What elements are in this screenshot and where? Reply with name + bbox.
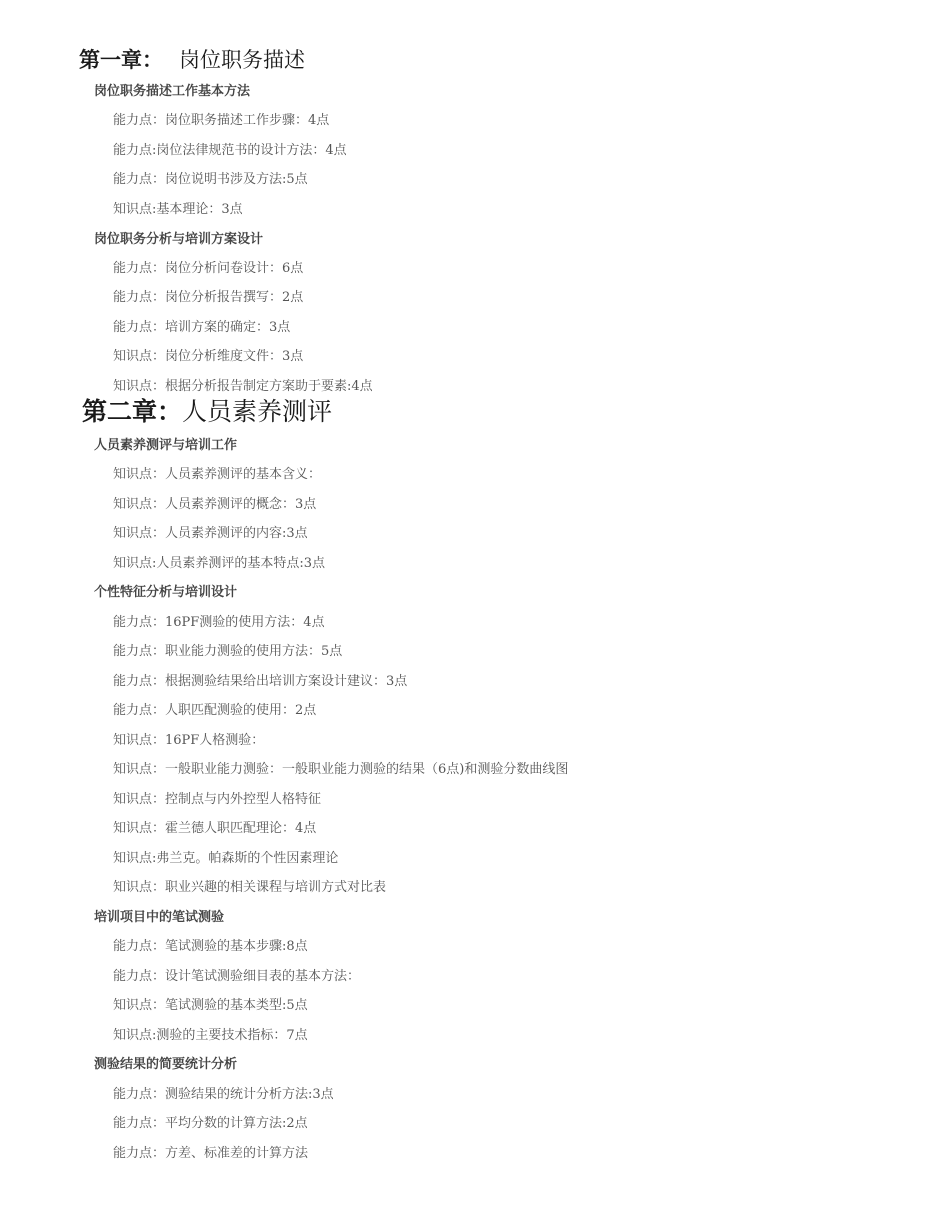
- list-item: 知识点：人员素养测评的基本含义：: [113, 467, 322, 482]
- list-item: 能力点：岗位职务描述工作步骤：4点: [113, 113, 330, 128]
- list-item: 能力点：平均分数的计算方法:2点: [113, 1116, 308, 1131]
- list-item: 知识点：人员素养测评的内容:3点: [113, 526, 308, 541]
- list-item: 能力点：培训方案的确定：3点: [113, 320, 291, 335]
- chapter-1-title: [79, 46, 305, 74]
- chapter-2-prefix: 第二章：: [82, 397, 183, 426]
- list-item: 知识点：霍兰德人职匹配理论：4点: [113, 821, 317, 836]
- list-item: 知识点:测验的主要技术指标：7点: [113, 1028, 308, 1043]
- chapter-2-name: 人员素养测评: [182, 397, 333, 426]
- list-item: 能力点：根据测验结果给出培训方案设计建议：3点: [113, 674, 408, 689]
- list-item: 能力点：人职匹配测验的使用：2点: [113, 703, 317, 718]
- chapter-1-name: 岗位职务描述: [179, 48, 305, 72]
- list-item: 能力点：岗位分析问卷设计：6点: [113, 261, 304, 276]
- section-heading: 岗位职务描述工作基本方法: [94, 84, 251, 99]
- list-item: 能力点：笔试测验的基本步骤:8点: [113, 939, 308, 954]
- section-heading: 个性特征分析与培训设计: [94, 585, 238, 600]
- list-item: 能力点：岗位说明书涉及方法:5点: [113, 172, 308, 187]
- chapter-2-title: [82, 396, 332, 428]
- list-item: 知识点：一般职业能力测验：一般职业能力测验的结果（6点)和测验分数曲线图: [113, 762, 569, 777]
- list-item: 知识点:弗兰克。帕森斯的个性因素理论: [113, 851, 339, 866]
- section-heading: 岗位职务分析与培训方案设计: [94, 232, 264, 247]
- list-item: 知识点:基本理论：3点: [113, 202, 243, 217]
- section-heading: 人员素养测评与培训工作: [94, 438, 238, 453]
- list-item: 知识点：岗位分析维度文件：3点: [113, 349, 304, 364]
- section-heading: 培训项目中的笔试测验: [94, 910, 225, 925]
- list-item: 能力点：职业能力测验的使用方法：5点: [113, 644, 343, 659]
- list-item: 能力点：测验结果的统计分析方法:3点: [113, 1087, 334, 1102]
- list-item: 能力点：设计笔试测验细目表的基本方法：: [113, 969, 361, 984]
- list-item: 知识点：笔试测验的基本类型:5点: [113, 998, 308, 1013]
- list-item: 知识点：职业兴趣的相关课程与培训方式对比表: [113, 880, 387, 895]
- list-item: 知识点：人员素养测评的概念：3点: [113, 497, 317, 512]
- list-item: 能力点：16PF测验的使用方法：4点: [113, 615, 325, 630]
- chapter-1-prefix: 第一章：: [79, 47, 163, 72]
- list-item: 能力点:岗位法律规范书的设计方法：4点: [113, 143, 347, 158]
- list-item: 能力点：岗位分析报告撰写：2点: [113, 290, 304, 305]
- list-item: 能力点：方差、标准差的计算方法: [113, 1146, 309, 1161]
- section-heading: 测验结果的简要统计分析: [94, 1057, 238, 1072]
- list-item: 知识点:人员素养测评的基本特点:3点: [113, 556, 326, 571]
- list-item: 知识点：控制点与内外控型人格特征: [113, 792, 322, 807]
- list-item: 知识点：根据分析报告制定方案助于要素:4点: [113, 379, 373, 394]
- list-item: 知识点：16PF人格测验：: [113, 733, 265, 748]
